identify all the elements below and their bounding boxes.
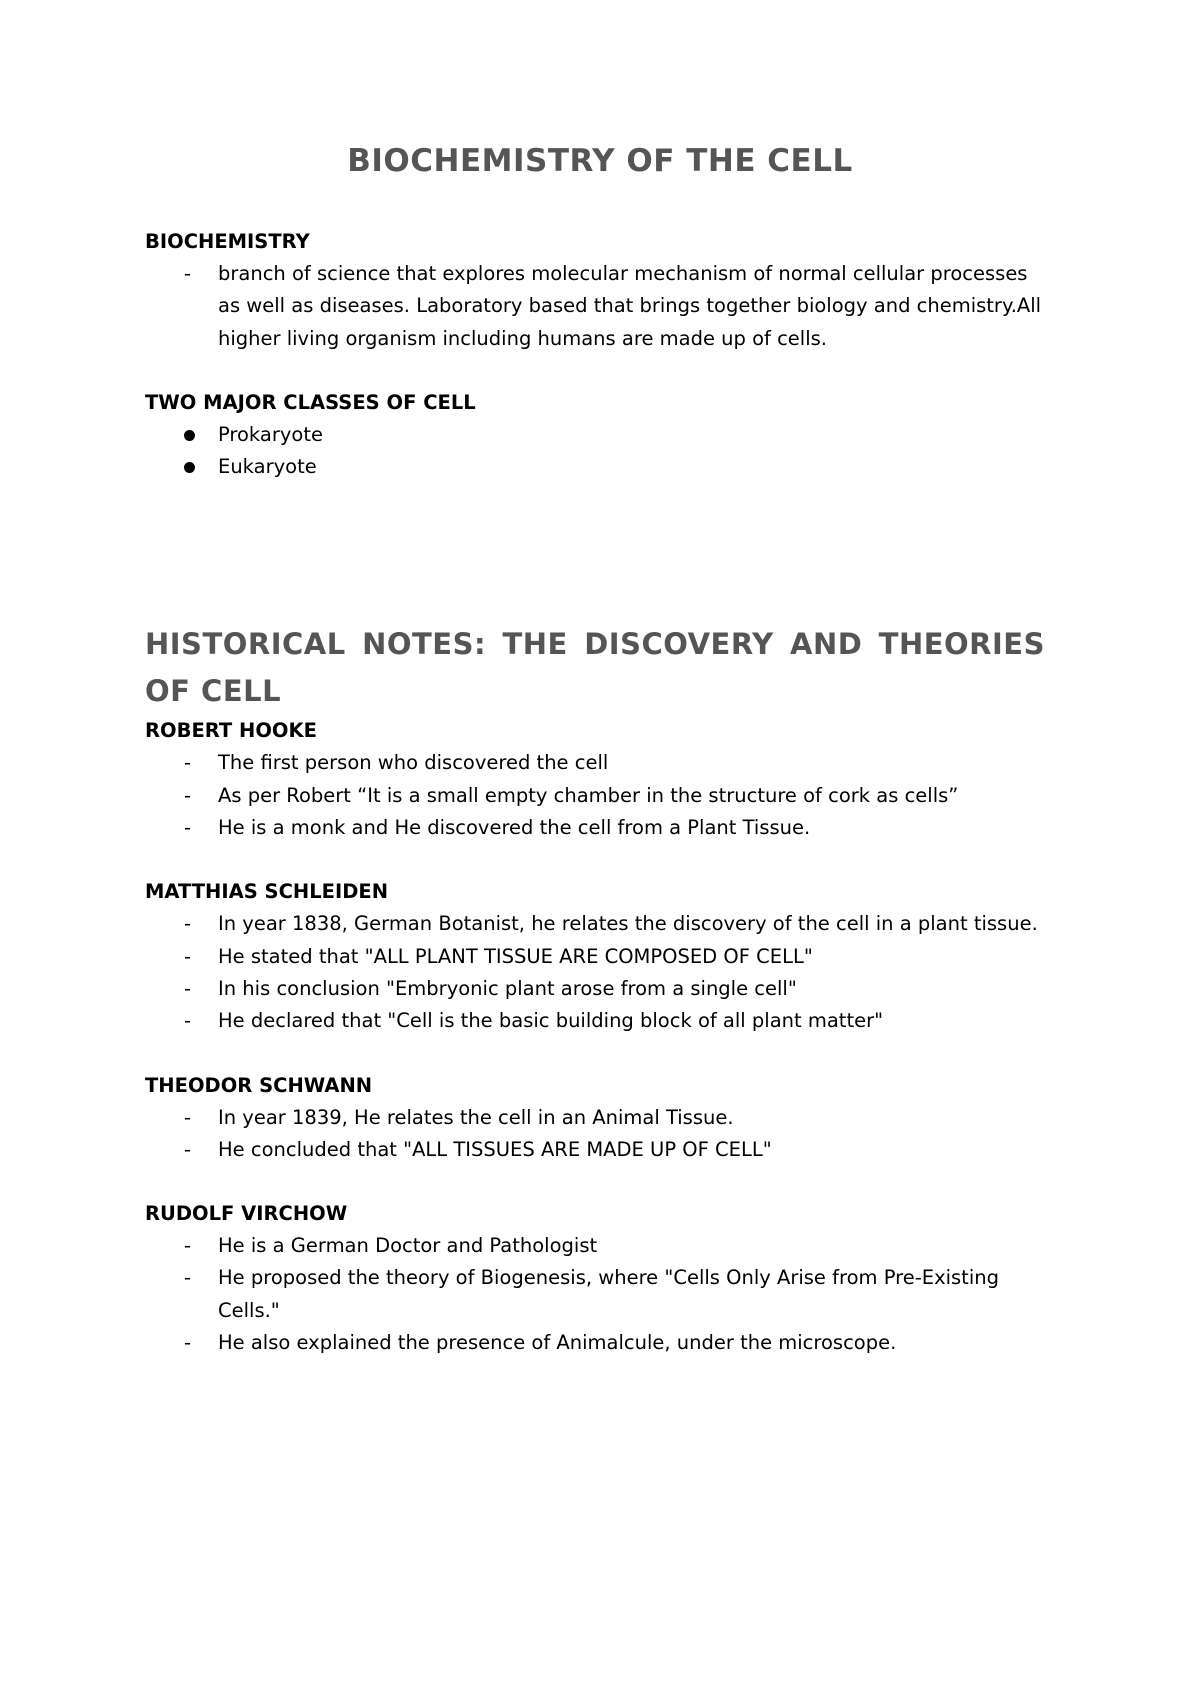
dash-marker: - xyxy=(184,1009,192,1033)
hooke-list xyxy=(145,747,1045,844)
bullet-icon xyxy=(184,430,195,441)
list-item-text: In year 1839, He relates the cell in an Animal Tissue. xyxy=(218,1105,734,1129)
list-item xyxy=(145,419,1045,451)
list-item xyxy=(145,973,1045,1005)
virchow-list xyxy=(145,1230,1045,1359)
dash-marker: - xyxy=(184,912,192,936)
section-heading-history: HISTORICAL NOTES: THE DISCOVERY AND THEORIES OF CELL xyxy=(145,627,1045,709)
dash-marker: - xyxy=(184,783,192,807)
list-item-text: He is a monk and He discovered the cell from a Plant Tissue. xyxy=(218,816,811,840)
list-item xyxy=(145,747,1045,779)
list-item xyxy=(145,780,1045,812)
list-item xyxy=(145,1134,1045,1166)
list-item xyxy=(145,1262,1045,1327)
bullet-icon xyxy=(184,462,195,473)
document-title: BIOCHEMISTRY OF THE CELL xyxy=(347,143,853,179)
list-item xyxy=(145,908,1045,940)
list-item-text: He declared that "Cell is the basic building block of all plant matter" xyxy=(218,1009,884,1033)
subheading-schwann: THEODOR SCHWANN xyxy=(145,1073,373,1097)
list-item-text: He is a German Doctor and Pathologist xyxy=(218,1234,598,1258)
list-item-text: He proposed the theory of Biogenesis, where "Cells Only Arise from Pre-Existing Cells." xyxy=(218,1266,999,1322)
list-item-text: He stated that "ALL PLANT TISSUE ARE COMPOSED OF CELL" xyxy=(218,944,813,968)
list-item xyxy=(145,451,1045,483)
dash-marker: - xyxy=(184,976,192,1000)
subheading-virchow: RUDOLF VIRCHOW xyxy=(145,1202,348,1226)
list-item xyxy=(145,1005,1045,1037)
dash-marker: - xyxy=(184,262,192,285)
list-item-text: Eukaryote xyxy=(218,455,317,479)
list-item xyxy=(145,812,1045,844)
dash-marker: - xyxy=(184,751,192,775)
list-item xyxy=(145,1102,1045,1134)
list-item xyxy=(145,941,1045,973)
dash-marker: - xyxy=(184,1105,192,1129)
dash-marker: - xyxy=(184,1234,192,1258)
dash-marker: - xyxy=(184,1331,192,1355)
subheading-hooke: ROBERT HOOKE xyxy=(145,719,317,743)
dash-marker: - xyxy=(184,816,192,840)
subheading-schleiden: MATTHIAS SCHLEIDEN xyxy=(145,880,389,904)
schwann-list xyxy=(145,1102,1045,1167)
list-item-text: He concluded that "ALL TISSUES ARE MADE UP OF CELL" xyxy=(218,1137,772,1161)
biochemistry-list xyxy=(145,258,1045,355)
document-body xyxy=(145,226,1045,1359)
list-item-text: Prokaryote xyxy=(218,422,323,446)
list-item-text: In year 1838, German Botanist, he relates the discovery of the cell in a plant tissue. xyxy=(218,912,1038,936)
list-item-text: As per Robert “It is a small empty chamber in the structure of cork as cells” xyxy=(218,783,959,807)
classes-list xyxy=(145,419,1045,484)
schleiden-list xyxy=(145,908,1045,1037)
list-item xyxy=(145,258,1045,355)
dash-marker: - xyxy=(184,944,192,968)
list-item-text: In his conclusion "Embryonic plant arose from a single cell" xyxy=(218,976,797,1000)
list-item-text: branch of science that explores molecular mechanism of normal cellular processes as well as diseases. Laboratory based that brings together biology and chemistry.All higher living organism including humans are made up of cells. xyxy=(218,262,1042,350)
list-item xyxy=(145,1230,1045,1262)
section-heading-biochemistry: BIOCHEMISTRY xyxy=(145,230,310,253)
list-item-text: The first person who discovered the cell xyxy=(218,751,609,775)
list-item xyxy=(145,1327,1045,1359)
dash-marker: - xyxy=(184,1137,192,1161)
list-item-text: He also explained the presence of Animalcule, under the microscope. xyxy=(218,1331,897,1355)
dash-marker: - xyxy=(184,1266,192,1290)
section-heading-classes: TWO MAJOR CLASSES OF CELL xyxy=(145,390,476,414)
